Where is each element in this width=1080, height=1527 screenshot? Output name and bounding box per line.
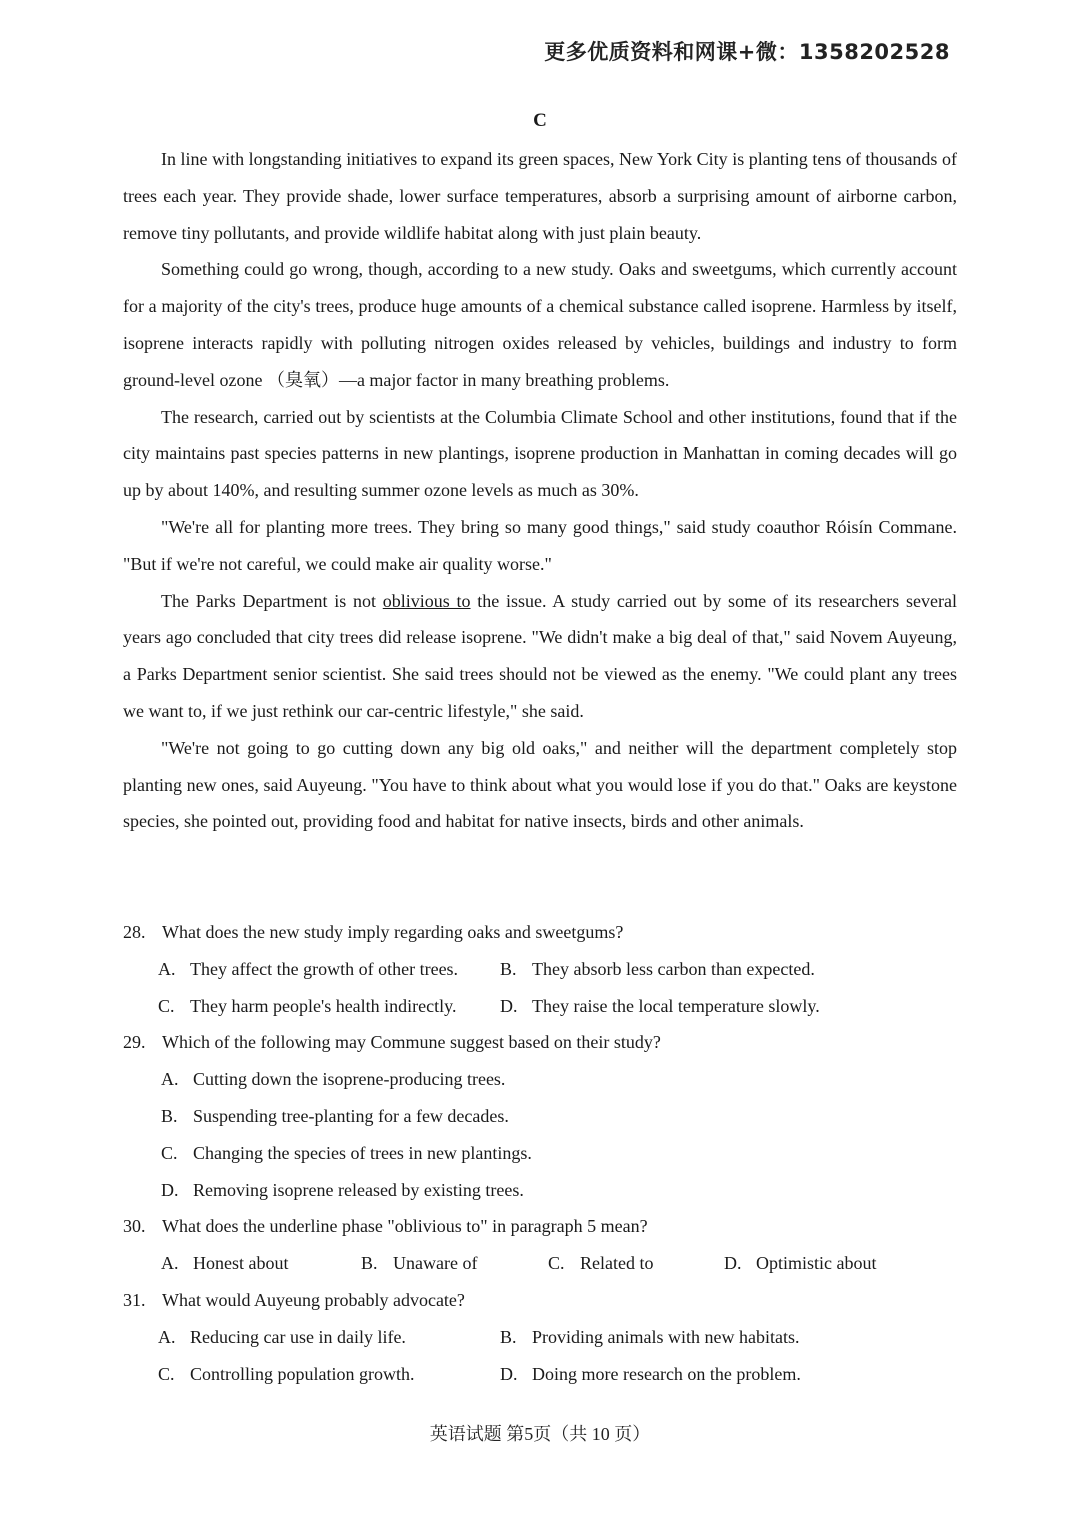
option-a[interactable]: A. Cutting down the isoprene-producing trees. [161,1069,506,1090]
option-c[interactable]: C. They harm people's health indirectly. [158,995,457,1016]
option-b[interactable]: B. Suspending tree-planting for a few decades. [161,1105,509,1126]
question-number: 30. [123,1216,146,1237]
option-b[interactable]: B. They absorb less carbon than expected. [500,958,815,979]
question-28 [123,914,957,1024]
question-stem: What does the new study imply regarding oaks and sweetgums? [162,922,624,942]
question-number: 31. [123,1289,146,1310]
option-d[interactable]: D. Optimistic about [724,1253,877,1274]
header-contact-note: 更多优质资料和网课+微：1358202528 [544,40,950,64]
option-d[interactable]: D. They raise the local temperature slowly. [500,995,820,1016]
question-29 [123,1024,957,1208]
passage-paragraph-3: The research, carried out by scientists at the Columbia Climate School and other institutions, found that if the city maintains past species patterns in new plantings, isoprene production in Manhattan in coming decades will go up by about 140%, and resulting summer ozone levels as much as 30%. [123,406,957,501]
passage-paragraph-6: "We're not going to go cutting down any big old oaks," and neither will the department completely stop planting new ones, said Auyeung. "You have to think about what you would lose if you do that." Oaks are keystone species, she pointed out, providing food and habitat for native insects, birds and other animals. [123,737,957,832]
passage-paragraph-2: Something could go wrong, though, according to a new study. Oaks and sweetgums, which currently account for a majority of the city's trees, produce huge amounts of a chemical substance called isoprene. Harmless by itself, isoprene interacts rapidly with polluting nitrogen oxides released by vehicles, buildings and industry to form ground-level ozone （臭氧）—a major factor in many breathing problems. [123,259,957,390]
question-31 [123,1282,957,1392]
option-c[interactable]: C. Changing the species of trees in new plantings. [161,1142,532,1163]
question-stem: Which of the following may Commune suggest based on their study? [162,1032,661,1053]
option-d[interactable]: D. Doing more research on the problem. [500,1363,801,1384]
question-number: 29. [123,1032,146,1053]
question-stem: What does the underline phase "oblivious to" in paragraph 5 mean? [162,1216,648,1237]
question-list [123,914,957,1392]
passage-paragraph-1: In line with longstanding initiatives to expand its green spaces, New York City is planting tens of thousands of trees each year. They provide shade, lower surface temperatures, absorb a surprising amount of airborne carbon, remove tiny pollutants, and provide wildlife habitat along with just plain beauty. [123,149,957,243]
option-a[interactable]: A. They affect the growth of other trees. [158,958,459,979]
page-footer: 英语试题 第5页（共 10 页） [429,1424,651,1444]
reading-passage [123,141,957,840]
section-letter: C [533,110,547,131]
p5-text-before: The Parks Department is not [161,590,383,611]
question-number: 28. [123,922,146,942]
question-30 [123,1208,957,1282]
option-c[interactable]: C. Related to [548,1253,654,1274]
question-stem: What would Auyeung probably advocate? [162,1289,465,1310]
passage-paragraph-5 [123,583,957,730]
underlined-phrase: oblivious to [382,590,471,611]
p5-text-after: the issue. A study carried out by some of its researchers several years ago concluded that city trees did release isoprene. "We didn't make a big deal of that," said Novem Auyeung, a Parks Department senior scientist. She said trees should not be viewed as the enemy. "We could plant any trees we want to, if we just rethink our car-centric lifestyle," she said. [123,590,957,721]
option-a[interactable]: A. Honest about [161,1253,289,1274]
option-c[interactable]: C. Controlling population growth. [158,1363,415,1384]
option-b[interactable]: B. Unaware of [361,1253,478,1274]
option-b[interactable]: B. Providing animals with new habitats. [500,1326,800,1347]
option-a[interactable]: A. Reducing car use in daily life. [158,1326,406,1347]
passage-paragraph-4: "We're all for planting more trees. They bring so many good things," said study coauthor Róisín Commane. "But if we're not careful, we could make air quality worse." [123,516,957,574]
option-d[interactable]: D. Removing isoprene released by existing trees. [161,1179,524,1200]
